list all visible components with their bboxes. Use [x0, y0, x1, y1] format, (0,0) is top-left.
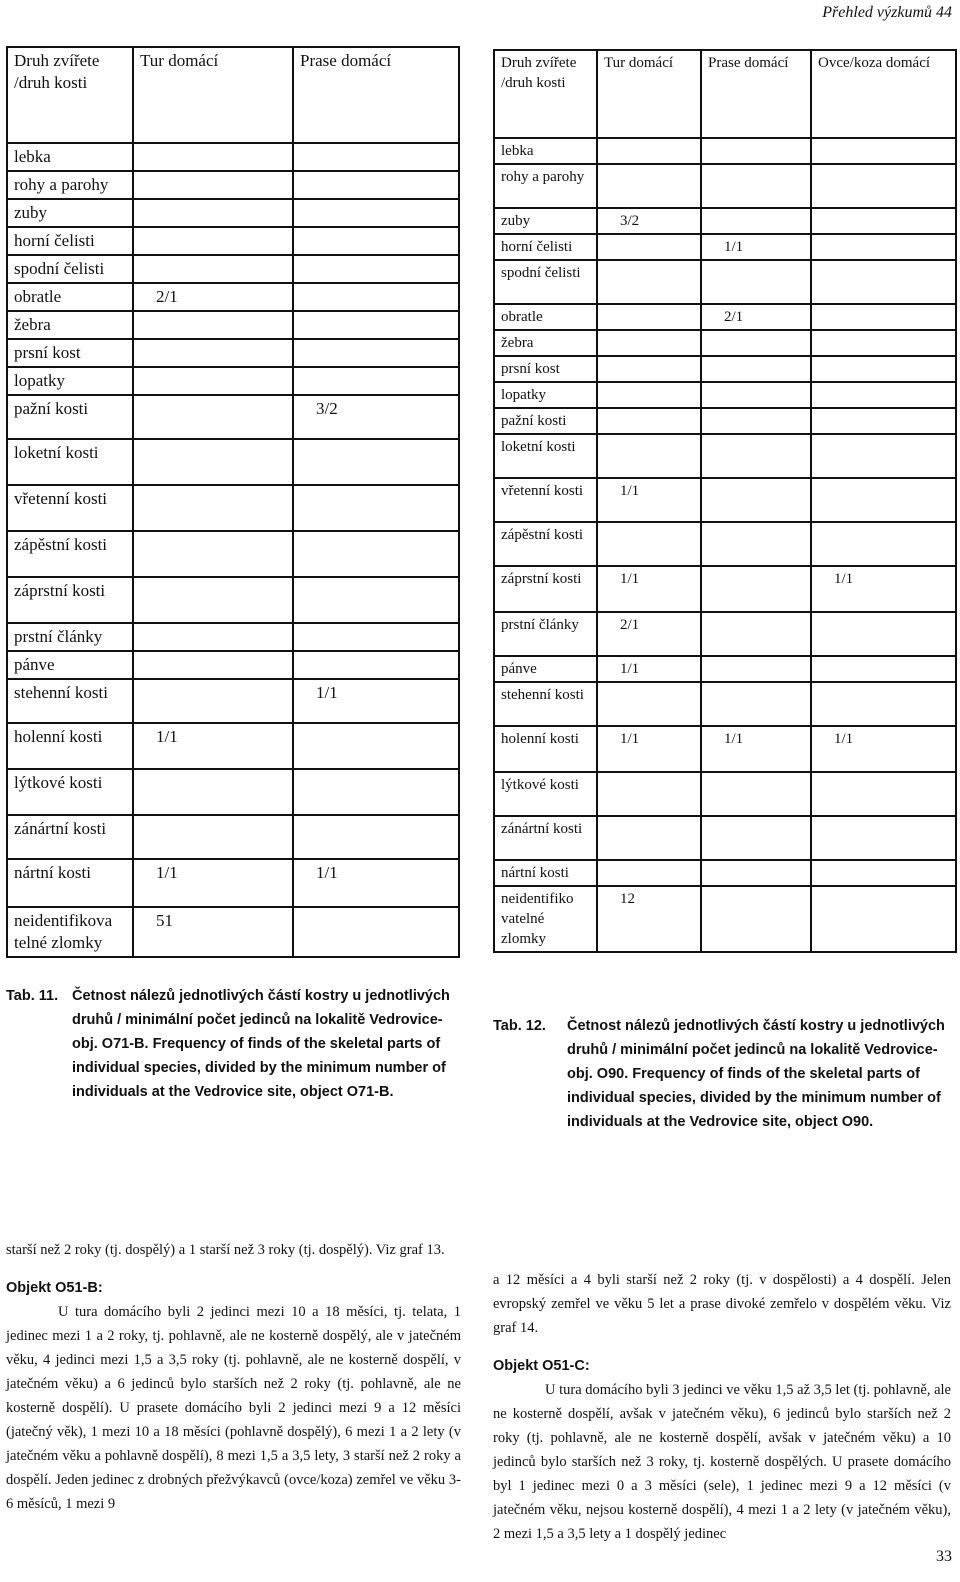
table-row: [494, 330, 956, 356]
count-cell: [811, 478, 956, 522]
count-cell: [597, 682, 701, 726]
bone-label: rohy a parohy: [7, 171, 133, 199]
bone-label: vřetenní kosti: [494, 478, 597, 522]
count-cell: 2/1: [597, 612, 701, 656]
table-row: [494, 138, 956, 164]
caption-label: Tab. 12.: [493, 1018, 546, 1034]
bone-label: záprstní kosti: [7, 577, 133, 623]
table-row: [7, 339, 459, 367]
count-cell: [701, 522, 811, 566]
count-cell: 12: [597, 886, 701, 952]
caption-text: Četnost nálezů jednotlivých částí kostry u jednotlivých druhů / minimální počet jedinců na lokalitě Vedrovice-obj. O71-B. Frequency of finds of the skeletal parts of individual species, divided by the minimum number of individuals at the Vedrovice site, object O71-B.: [72, 988, 450, 1100]
count-cell: 1/1: [811, 726, 956, 772]
count-cell: [293, 769, 459, 815]
bone-label: lebka: [494, 138, 597, 164]
bone-label: obratle: [494, 304, 597, 330]
count-cell: [133, 577, 293, 623]
count-cell: [811, 138, 956, 164]
column-header: Tur domácí: [133, 47, 293, 143]
bone-label: zápěstní kosti: [7, 531, 133, 577]
table-row: [494, 208, 956, 234]
table-row: [494, 886, 956, 952]
count-cell: [597, 304, 701, 330]
count-cell: [293, 199, 459, 227]
bone-label: prsní kost: [7, 339, 133, 367]
count-cell: [597, 860, 701, 886]
paragraph: U tura domácího byli 2 jedinci mezi 10 a 18 měsíci, tj. telata, 1 jedinec mezi 1 a 2 roky, tj. pohlavně, ale ne kosterně dospělý, ale v jatečném věku, 4 jedinci mezi 1,5 a 3,5 roky (tj. pohlavně, ale ne kosterně dospělí, v jatečném věku) a 6 jedinců bylo starších než 2 roky (tj. pohlavně, ale ne kosterně dospělí). U prasete domácího byli 2 jedinci mezi 9 a 12 měsíci (jatečný věk), 1 mezi 10 a 18 měsíci (pohlavně dospělý), 6 mezi 1 a 2 lety (v jatečném věku a pohlavně dospělí), 8 mezi 1,5 a 3,5 lety, 3 starší než 2 roky a dospělí. Jeden jedinec z drobných přežvýkavců (ovce/koza) zemřel ve věku 3-6 měsíců, 1 mezi 9: [6, 1304, 461, 1512]
table-row: [494, 656, 956, 682]
bone-label: zuby: [7, 199, 133, 227]
count-cell: 1/1: [597, 726, 701, 772]
count-cell: [701, 164, 811, 208]
table-row: [494, 860, 956, 886]
caption-text: Četnost nálezů jednotlivých částí kostry u jednotlivých druhů / minimální počet jedinců na lokalitě Vedrovice-obj. O90. Frequency of finds of the skeletal parts of individual species, divided by the minimum number of individuals at the Vedrovice site, object O90.: [567, 1018, 945, 1130]
bone-label: zánártní kosti: [494, 816, 597, 860]
count-cell: [701, 682, 811, 726]
count-cell: [701, 330, 811, 356]
count-cell: [597, 330, 701, 356]
count-cell: [293, 723, 459, 769]
table-row: [7, 577, 459, 623]
count-cell: [293, 143, 459, 171]
table-11-caption: [6, 984, 461, 1104]
left-column: [6, 1238, 461, 1516]
table-12-caption: [493, 1014, 953, 1134]
table-row: [7, 531, 459, 577]
count-cell: 2/1: [701, 304, 811, 330]
count-cell: [133, 439, 293, 485]
count-cell: [597, 260, 701, 304]
count-cell: [133, 623, 293, 651]
table-row: [7, 199, 459, 227]
count-cell: 1/1: [133, 859, 293, 907]
count-cell: [811, 304, 956, 330]
count-cell: 1/1: [597, 478, 701, 522]
bone-label: neidentifiko vatelné zlomky: [494, 886, 597, 952]
count-cell: [701, 886, 811, 952]
bone-label: prstní články: [7, 623, 133, 651]
count-cell: [701, 566, 811, 612]
bone-label: lýtkové kosti: [7, 769, 133, 815]
count-cell: 1/1: [701, 726, 811, 772]
table-row: [7, 439, 459, 485]
count-cell: 1/1: [597, 656, 701, 682]
bone-label: zuby: [494, 208, 597, 234]
count-cell: [293, 283, 459, 311]
table-row: [494, 478, 956, 522]
count-cell: [701, 356, 811, 382]
count-cell: [597, 138, 701, 164]
page-number: 33: [936, 1548, 952, 1565]
count-cell: [293, 255, 459, 283]
bone-label: horní čelisti: [494, 234, 597, 260]
count-cell: [293, 815, 459, 859]
bone-label: loketní kosti: [494, 434, 597, 478]
count-cell: [811, 612, 956, 656]
bone-label: stehenní kosti: [494, 682, 597, 726]
table-row: [494, 382, 956, 408]
count-cell: [701, 656, 811, 682]
table-row: [7, 907, 459, 957]
count-cell: [597, 356, 701, 382]
count-cell: [293, 439, 459, 485]
count-cell: [701, 612, 811, 656]
count-cell: 51: [133, 907, 293, 957]
bone-label: loketní kosti: [7, 439, 133, 485]
count-cell: [133, 679, 293, 723]
count-cell: [811, 260, 956, 304]
count-cell: [597, 816, 701, 860]
table-row: [494, 234, 956, 260]
count-cell: [811, 234, 956, 260]
bone-label: lopatky: [7, 367, 133, 395]
column-header: Druh zvířete /druh kosti: [494, 50, 597, 138]
count-cell: [811, 772, 956, 816]
table-row: [7, 769, 459, 815]
bone-label: prsní kost: [494, 356, 597, 382]
count-cell: [133, 143, 293, 171]
table-row: [494, 682, 956, 726]
table-row: [7, 651, 459, 679]
bone-label: neidentifikova telné zlomky: [7, 907, 133, 957]
count-cell: [811, 382, 956, 408]
table-row: [7, 485, 459, 531]
table-row: [494, 304, 956, 330]
count-cell: [293, 577, 459, 623]
count-cell: [293, 907, 459, 957]
count-cell: [597, 234, 701, 260]
caption-label: Tab. 11.: [6, 988, 59, 1004]
count-cell: 2/1: [133, 283, 293, 311]
column-header: Druh zvířete /druh kosti: [7, 47, 133, 143]
table-row: [494, 816, 956, 860]
count-cell: [133, 171, 293, 199]
table-row: [494, 164, 956, 208]
count-cell: [701, 260, 811, 304]
table-row: [7, 227, 459, 255]
table-row: [7, 171, 459, 199]
header-row: [494, 50, 956, 138]
count-cell: 3/2: [293, 395, 459, 439]
table-row: [7, 311, 459, 339]
count-cell: [811, 434, 956, 478]
count-cell: [133, 199, 293, 227]
count-cell: [701, 816, 811, 860]
table-row: [494, 726, 956, 772]
right-column: [493, 1268, 951, 1546]
table-row: [494, 772, 956, 816]
count-cell: [811, 522, 956, 566]
paragraph: U tura domácího byli 3 jedinci ve věku 1,5 až 3,5 let (tj. pohlavně, ale ne kosterně dospělí, avšak v jatečném věku), 6 jedinců bylo starších než 2 roky (tj. pohlavně, ale ne kosterně dospělí, avšak v jatečném věku) a 10 jedinců bylo starších než 3 roky, tj. kosterně dospělých. U prasete domácího byl 1 jedinec mezi 0 a 3 měsíci (sele), 1 jedinec mezi 9 a 12 měsíci (v jatečném věku, nejsou kosterně dospělí), 4 mezi 1 a 2 lety (v jatečném věku), 2 mezi 1,5 a 3,5 lety a 1 dospělý jedinec: [493, 1382, 951, 1542]
bone-label: lopatky: [494, 382, 597, 408]
bone-label: rohy a parohy: [494, 164, 597, 208]
section-heading: Objekt O51-C:: [493, 1358, 590, 1374]
count-cell: [133, 769, 293, 815]
column-header: Prase domácí: [293, 47, 459, 143]
count-cell: [701, 772, 811, 816]
count-cell: [133, 815, 293, 859]
bone-label: vřetenní kosti: [7, 485, 133, 531]
count-cell: [293, 311, 459, 339]
count-cell: [133, 311, 293, 339]
bone-label: obratle: [7, 283, 133, 311]
table-row: [7, 283, 459, 311]
table-row: [494, 408, 956, 434]
count-cell: [701, 138, 811, 164]
count-cell: [293, 367, 459, 395]
count-cell: 1/1: [293, 859, 459, 907]
bone-label: zánártní kosti: [7, 815, 133, 859]
table-row: [494, 434, 956, 478]
count-cell: [293, 651, 459, 679]
bone-label: horní čelisti: [7, 227, 133, 255]
bone-label: holenní kosti: [7, 723, 133, 769]
table-12: [493, 49, 957, 953]
count-cell: [597, 164, 701, 208]
table-row: [494, 260, 956, 304]
count-cell: [133, 227, 293, 255]
count-cell: [597, 522, 701, 566]
count-cell: [597, 434, 701, 478]
bone-label: zápěstní kosti: [494, 522, 597, 566]
count-cell: [293, 339, 459, 367]
column-header: Ovce/koza domácí: [811, 50, 956, 138]
count-cell: 1/1: [597, 566, 701, 612]
count-cell: [701, 408, 811, 434]
bone-label: spodní čelisti: [494, 260, 597, 304]
count-cell: [293, 227, 459, 255]
count-cell: [133, 339, 293, 367]
count-cell: [597, 408, 701, 434]
count-cell: [133, 395, 293, 439]
count-cell: [293, 531, 459, 577]
count-cell: [811, 656, 956, 682]
bone-label: holenní kosti: [494, 726, 597, 772]
count-cell: [293, 171, 459, 199]
count-cell: 1/1: [701, 234, 811, 260]
table-row: [7, 143, 459, 171]
count-cell: [133, 367, 293, 395]
table-11: [6, 46, 460, 958]
paragraph: starší než 2 roky (tj. dospělý) a 1 starší než 3 roky (tj. dospělý). Viz graf 13.: [6, 1242, 445, 1258]
count-cell: 1/1: [133, 723, 293, 769]
section-heading: Objekt O51-B:: [6, 1280, 103, 1296]
running-header: Přehled výzkumů 44: [822, 4, 952, 21]
count-cell: [293, 623, 459, 651]
bone-label: pánve: [494, 656, 597, 682]
table-row: [494, 356, 956, 382]
count-cell: [811, 860, 956, 886]
count-cell: [133, 531, 293, 577]
table-row: [7, 815, 459, 859]
bone-label: stehenní kosti: [7, 679, 133, 723]
bone-label: pánve: [7, 651, 133, 679]
count-cell: 3/2: [597, 208, 701, 234]
count-cell: [811, 816, 956, 860]
bone-label: prstní články: [494, 612, 597, 656]
count-cell: [701, 208, 811, 234]
count-cell: [701, 478, 811, 522]
count-cell: [701, 434, 811, 478]
bone-label: záprstní kosti: [494, 566, 597, 612]
bone-label: nártní kosti: [7, 859, 133, 907]
count-cell: [701, 382, 811, 408]
count-cell: [811, 682, 956, 726]
table-row: [494, 566, 956, 612]
column-header: Tur domácí: [597, 50, 701, 138]
count-cell: [811, 408, 956, 434]
bone-label: spodní čelisti: [7, 255, 133, 283]
count-cell: [811, 208, 956, 234]
table-row: [7, 723, 459, 769]
count-cell: [597, 382, 701, 408]
count-cell: [133, 651, 293, 679]
count-cell: 1/1: [293, 679, 459, 723]
table-row: [7, 859, 459, 907]
column-header: Prase domácí: [701, 50, 811, 138]
count-cell: [133, 485, 293, 531]
count-cell: 1/1: [811, 566, 956, 612]
table-row: [494, 612, 956, 656]
bone-label: žebra: [7, 311, 133, 339]
count-cell: [811, 356, 956, 382]
table-row: [7, 367, 459, 395]
count-cell: [811, 886, 956, 952]
table-row: [7, 255, 459, 283]
table-row: [7, 623, 459, 651]
bone-label: pažní kosti: [7, 395, 133, 439]
count-cell: [811, 330, 956, 356]
bone-label: lebka: [7, 143, 133, 171]
count-cell: [811, 164, 956, 208]
table-row: [7, 395, 459, 439]
count-cell: [293, 485, 459, 531]
bone-label: žebra: [494, 330, 597, 356]
bone-label: nártní kosti: [494, 860, 597, 886]
count-cell: [133, 255, 293, 283]
header-row: [7, 47, 459, 143]
count-cell: [597, 772, 701, 816]
bone-label: pažní kosti: [494, 408, 597, 434]
table-row: [494, 522, 956, 566]
table-row: [7, 679, 459, 723]
count-cell: [701, 860, 811, 886]
paragraph: a 12 měsíci a 4 byli starší než 2 roky (tj. v dospělosti) a 4 dospělí. Jelen evropský zemřel ve věku 5 let a prase divoké zemřelo v dospělém věku. Viz graf 14.: [493, 1272, 951, 1336]
bone-label: lýtkové kosti: [494, 772, 597, 816]
